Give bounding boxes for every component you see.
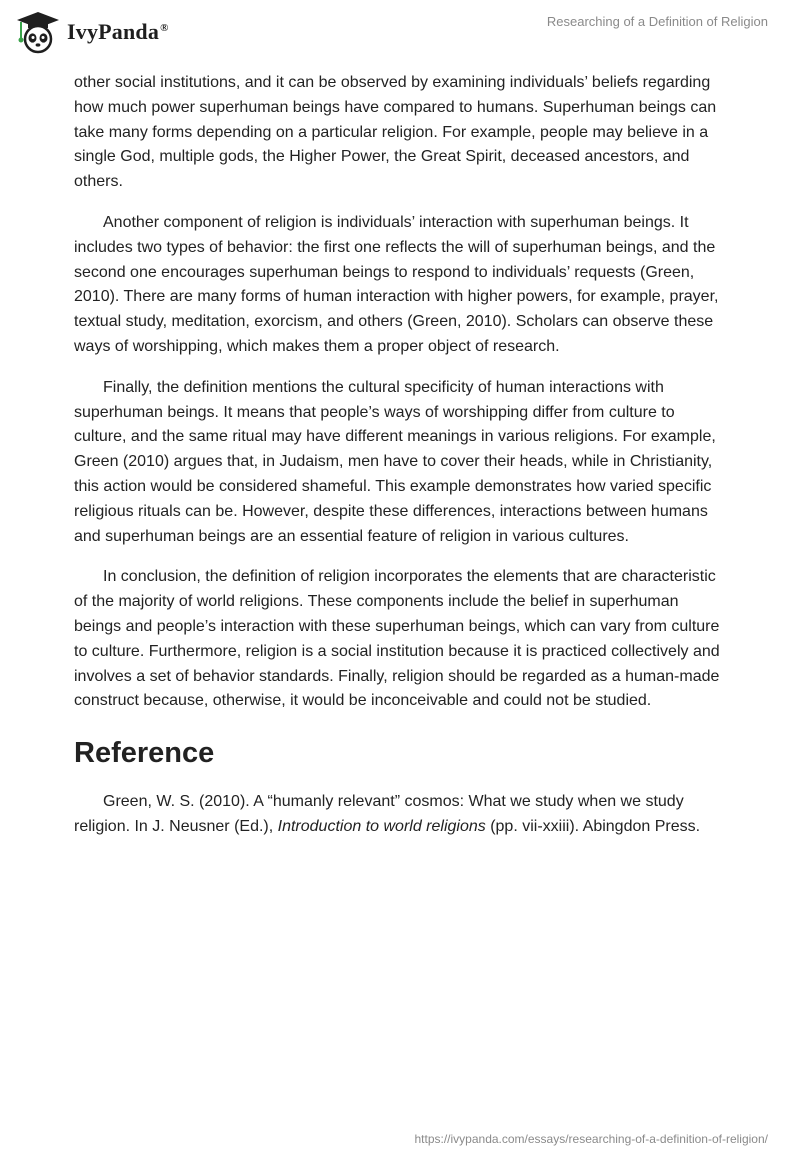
page-header bbox=[0, 0, 800, 62]
brand-name: IvyPanda® bbox=[67, 19, 169, 44]
paragraph-cultural-specificity: Finally, the definition mentions the cultural specificity of human interactions with superhuman beings. It means that people’s ways of worshipping differ from culture to culture, and the same ritual may have different meanings in various religions. For example, Green (2010) argues that, in Judaism, men have to cover their heads, while in Christianity, this action would be considered shameful. This example demonstrates how varied specific religious rituals can be. However, despite these differences, interactions between humans and superhuman beings are an essential feature of religion in various cultures. bbox=[74, 378, 716, 545]
paragraph-continued: other social institutions, and it can be observed by examining individuals’ beliefs regarding how much power superhuman beings have compared to humans. Superhuman beings can take many forms depending on a particular religion. For example, people may believe in a single God, multiple gods, the Higher Power, the Great Spirit, deceased ancestors, and others. bbox=[74, 74, 717, 191]
reference-entry bbox=[74, 790, 726, 840]
reference-entry-end: (pp. vii-xxiii). Abingdon Press. bbox=[485, 817, 701, 835]
paragraph-conclusion: In conclusion, the definition of religion incorporates the elements that are characteristic of the majority of world religions. These components include the belief in superhuman beings and people’s interaction with these superhuman beings, which can vary from culture to culture. Furthermore, religion is a social institution because it is practiced collectively and involves a set of behavior standards. Finally, religion should be regarded as a human-made construct because, otherwise, it would be inconceivable and could not be studied. bbox=[74, 568, 720, 710]
footer-url[interactable]: https://ivypanda.com/essays/researching-of-a-definition-of-religion/ bbox=[414, 1132, 768, 1146]
reference-book-title: Introduction to world religions bbox=[277, 817, 486, 835]
panda-logo-icon bbox=[15, 10, 61, 54]
paragraph-interaction: Another component of religion is individuals’ interaction with superhuman beings. It includes two types of behavior: the first one reflects the will of superhuman beings, and the second one encourages superhuman beings to respond to individuals’ requests (Green, 2010). There are many forms of human interaction with higher powers, for example, prayer, textual study, meditation, exorcism, and others (Green, 2010). Scholars can observe these ways of worshipping, which makes them a proper object of research. bbox=[74, 213, 719, 355]
logo[interactable] bbox=[15, 8, 169, 56]
reference-heading: Reference bbox=[74, 737, 215, 770]
essay-content bbox=[74, 71, 726, 856]
document-title: Researching of a Definition of Religion bbox=[546, 14, 768, 29]
reference-entry-start: Green, W. S. (2010). A “humanly relevant” cosmos: What we study when we study religion. In J. Neusner (Ed.), bbox=[74, 793, 684, 835]
